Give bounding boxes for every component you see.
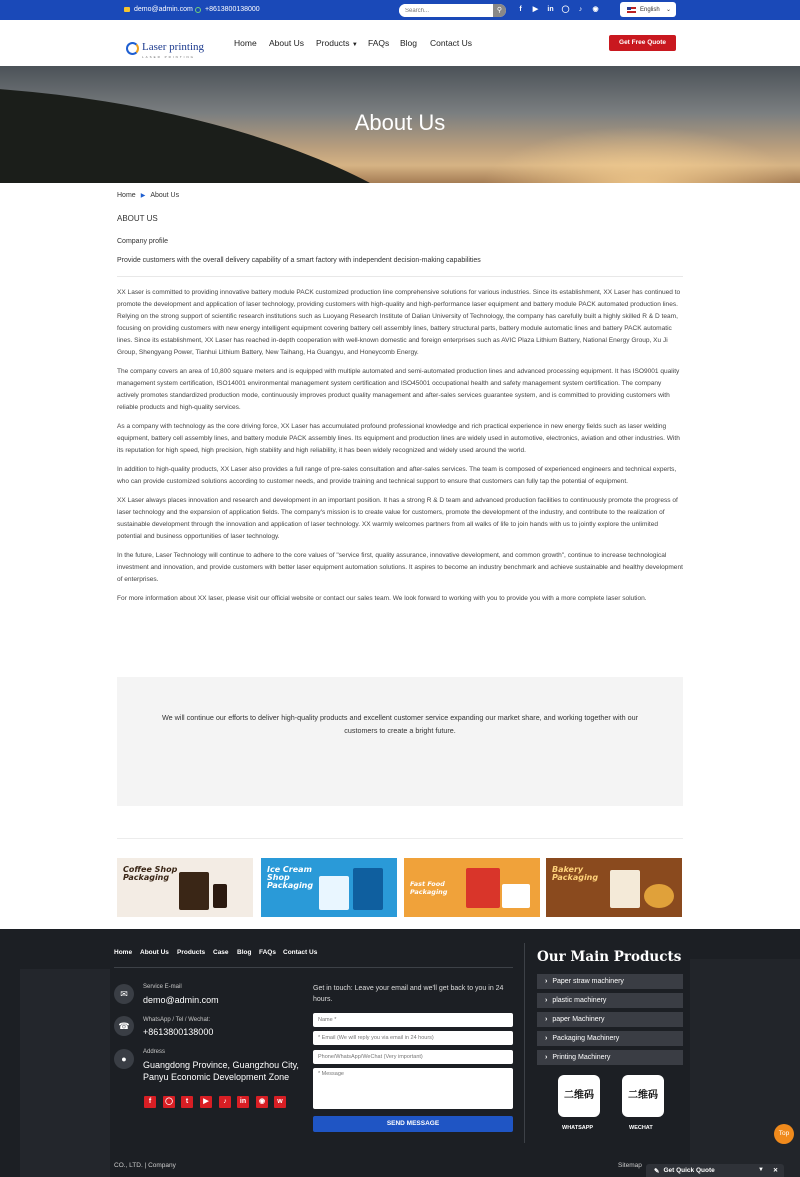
topbar-phone[interactable]: +8613800138000 — [195, 6, 260, 13]
product-link[interactable]: › Paper straw machinery — [537, 974, 683, 989]
banner-text: Bakery Packaging — [552, 865, 599, 882]
main-header — [0, 20, 800, 66]
chevron-right-icon: › — [545, 1016, 548, 1023]
message-field[interactable] — [313, 1068, 513, 1109]
location-pin-icon: ● — [114, 1049, 134, 1069]
breadcrumb-home[interactable]: Home — [117, 192, 136, 199]
twitter-icon[interactable]: t — [181, 1096, 193, 1108]
chevron-right-icon: › — [545, 997, 548, 1004]
about-paragraph: XX Laser is committed to providing innovative battery module PACK customized production line comprehensive solutions for various industries. Since its establishment, XX Laser has continued to promote the development and application of laser technology, providing customers with high-quality and high-performance laser equipment and battery module PACK automated production lines. Relying on the strong support of scientific research institutions such as Luoyang Research Institute of Dalian University of Technology, the company has carefully built a highly skilled R & D team, focusing on providing customers with new energy intelligent equipment covering battery cell assembly lines, battery structural parts, battery module automatic lines and battery PACK automatic lines. Since its establishment, XX Laser has reached in-depth cooperation with well-known domestic and foreign enterprises such as AVIC Plaza Lithium Battery, National Energy Group, Xu Ji Group, Shengyang Power, Tianhui Lithium Battery, New Taihang, Ha Guangyu, and Honeycomb Energy. — [117, 289, 681, 356]
banner-product-image — [610, 870, 640, 908]
search-icon[interactable]: ⚲ — [493, 4, 506, 17]
divider — [117, 838, 683, 839]
product-link[interactable]: › paper Machinery — [537, 1012, 683, 1027]
footer-nav-home[interactable]: Home — [114, 949, 133, 956]
weibo-icon[interactable]: w — [274, 1096, 286, 1108]
chevron-right-icon: › — [545, 1054, 548, 1061]
banner-text: Fast Food Packaging — [410, 880, 448, 896]
product-link[interactable]: › plastic machinery — [537, 993, 683, 1008]
closing-statement-box — [117, 677, 683, 806]
nav-contact-us[interactable]: Contact Us — [430, 38, 473, 48]
chevron-down-icon: ⌄ — [665, 7, 671, 13]
product-link[interactable]: › Packaging Machinery — [537, 1031, 683, 1046]
nav-blog[interactable]: Blog — [400, 38, 418, 48]
about-body — [117, 287, 683, 612]
nav-home[interactable]: Home — [234, 38, 257, 48]
fast-food-packaging-banner[interactable] — [404, 858, 540, 917]
about-paragraph: XX Laser always places innovation and research and development in an important position. It has a strong R & D team and advanced production facilities to continuously promote the progress of laser technology and the expansion of application fields. The company's mission is to create value for customers, promote the development of the industry, and contribute to the realization of sustainable development through the innovation and application of laser technology. XX warmly welcomes partners from all walks of life to join hands with us to jointly explore the unlimited potential and business opportunities of laser technology. — [117, 497, 678, 540]
instagram-icon[interactable]: ◯ — [163, 1096, 175, 1108]
quick-quote-label: Get Quick Quote — [663, 1167, 715, 1174]
topbar-email[interactable]: demo@admin.com — [124, 6, 193, 13]
wechat-icon[interactable]: ◉ — [256, 1096, 268, 1108]
footer-bg-container — [690, 959, 800, 1177]
copyright: CO., LTD. | Company — [114, 1162, 176, 1169]
breadcrumb-current: About Us — [150, 192, 180, 199]
address-line-1: Guangdong Province, Guangzhou City, — [143, 1060, 299, 1070]
whatsapp-qr-code: 二维码 — [558, 1075, 600, 1117]
footer-nav-case[interactable]: Case — [213, 949, 229, 956]
mail-icon: ✉ — [114, 984, 134, 1004]
footer-nav-about-us[interactable]: About Us — [140, 949, 169, 956]
youtube-icon[interactable]: ▶ — [532, 6, 539, 13]
chat-icon: ✎ — [654, 1167, 660, 1175]
nav-about-us[interactable]: About Us — [269, 38, 304, 48]
us-flag-icon — [627, 7, 636, 13]
email-field[interactable] — [313, 1031, 513, 1045]
wechat-qr-label: WECHAT — [629, 1125, 653, 1131]
banner-product-image — [213, 884, 227, 908]
chevron-right-icon: › — [545, 978, 548, 985]
whatsapp-icon: ☎ — [114, 1016, 134, 1036]
footer-divider — [114, 967, 513, 968]
about-paragraph: In addition to high-quality products, XX Laser also provides a full range of pre-sales consultation and after-sales services. The team is composed of experienced engineers and technical experts, who can provide customized solutions according to customer needs, and provide training and technical support to ensure that customers can fully tap the potential of equipment. — [117, 466, 677, 485]
language-select[interactable]: English ⌄ — [620, 2, 676, 17]
footer-email[interactable]: demo@admin.com — [143, 995, 219, 1005]
main-products-title: Our Main Products — [537, 949, 682, 965]
nav-faqs[interactable]: FAQs — [368, 38, 390, 48]
banner-product-image — [644, 884, 674, 908]
banner-product-image — [466, 868, 500, 908]
address-line-2: Panyu Economic Development Zone — [143, 1072, 290, 1082]
ice-cream-packaging-banner[interactable] — [261, 858, 397, 917]
close-icon[interactable]: ✕ — [772, 1168, 778, 1174]
about-paragraph: As a company with technology as the core driving force, XX Laser has accumulated profound professional knowledge and rich practical experience in new energy fields such as laser welding equipment, battery cell assembly lines, and battery module PACK assembly lines. Its equipment and production lines are widely used in automotive, electronics, aviation and other industries. With its reputation for high speed, high precision, high stability and high reliability, it has been widely recognized and widely used around the world. — [117, 423, 680, 454]
footer-bg-container — [20, 969, 110, 1177]
section-heading: ABOUT US — [117, 214, 158, 223]
about-paragraph: The company covers an area of 10,800 square meters and is equipped with multiple automated and semi-automated production lines and advanced processing equipment. It has ISO9001 quality management system certification, ISO14001 environmental management system certification and ISO45001 occupational health and safety management system certification. The company actively promotes standardized production mode, continuously improves product quality management and after-sales services guarantee system, and is committed to providing customers with reliable products and high-quality services. — [117, 368, 680, 411]
phone-field[interactable] — [313, 1050, 513, 1064]
footer-nav-contact-us[interactable]: Contact Us — [283, 949, 318, 956]
facebook-icon[interactable]: f — [519, 6, 522, 13]
chevron-right-icon: › — [545, 1035, 548, 1042]
contact-form-intro: Get in touch: Leave your email and we'll get back to you in 24 hours. — [313, 985, 504, 1003]
footer-nav-products[interactable]: Products — [177, 949, 206, 956]
footer-nav-blog[interactable]: Blog — [237, 949, 252, 956]
instagram-icon[interactable]: ◯ — [561, 6, 570, 13]
banner-product-image — [502, 884, 530, 908]
linkedin-icon[interactable]: in — [237, 1096, 249, 1108]
facebook-icon[interactable]: f — [144, 1096, 156, 1108]
divider — [117, 276, 683, 277]
quick-quote-bar[interactable] — [646, 1164, 784, 1177]
logo-mark-icon — [126, 42, 139, 55]
about-paragraph: In the future, Laser Technology will continue to adhere to the core values of "service first, quality assurance, innovative development, and common growth", continue to increase technological investment and innovation, and provide customers with better laser equipment automation solutions. It aspires to become an industry benchmark and achieve sustainable and healthy development of enterprises. — [117, 552, 683, 583]
coffee-packaging-banner[interactable] — [117, 858, 253, 917]
collapse-icon[interactable]: ▼ — [758, 1167, 764, 1173]
about-paragraph: For more information about XX laser, please visit our official website or contact our sales team. We look forward to working with you to provide you with a more complete laser solution. — [117, 595, 647, 602]
nav-products[interactable]: Products ▼ — [316, 38, 358, 48]
product-link[interactable]: › Printing Machinery — [537, 1050, 683, 1065]
back-to-top-button[interactable]: Top — [774, 1124, 794, 1144]
wechat-icon[interactable]: ◉ — [592, 6, 599, 13]
footer-phone[interactable]: +8613800138000 — [143, 1027, 214, 1037]
banner-product-image — [179, 872, 209, 910]
company-profile-label: Company profile — [117, 238, 168, 245]
search-input[interactable] — [399, 4, 493, 17]
linkedin-icon[interactable]: in — [547, 6, 554, 13]
search-box — [399, 4, 506, 17]
caret-down-icon: ▼ — [351, 42, 358, 48]
sitemap-link[interactable]: Sitemap — [618, 1162, 642, 1169]
tiktok-icon[interactable]: ♪ — [578, 6, 583, 13]
company-tagline: Provide customers with the overall delivery capability of a smart factory with independent decision-making capabilities — [117, 257, 481, 264]
youtube-icon[interactable]: ▶ — [200, 1096, 212, 1108]
top-bar — [0, 0, 800, 20]
whatsapp-qr-label: WHATSAPP — [562, 1125, 594, 1131]
banner-text: Ice Cream Shop Packaging — [267, 865, 314, 890]
banner-text: Coffee Shop Packaging — [123, 865, 178, 882]
phone-label: WhatsApp / Tel / Wechat: — [143, 1017, 211, 1023]
site-logo[interactable]: Laser printing LASER PRINTING — [126, 37, 204, 59]
send-message-button[interactable]: SEND MESSAGE — [313, 1116, 513, 1132]
name-field[interactable] — [313, 1013, 513, 1027]
hero-title: About Us — [354, 110, 446, 135]
banner-product-image — [353, 868, 383, 910]
footer-nav-faqs[interactable]: FAQs — [259, 949, 276, 956]
footer-divider — [524, 943, 525, 1143]
tiktok-icon[interactable]: ♪ — [219, 1096, 231, 1108]
site-footer — [0, 929, 800, 1177]
email-icon — [124, 7, 130, 12]
service-email-label: Service E-mail — [143, 984, 182, 990]
address-label: Address — [143, 1049, 166, 1055]
banner-product-image — [319, 876, 349, 910]
breadcrumb — [117, 192, 179, 199]
hero-banner — [0, 66, 800, 183]
get-free-quote-button[interactable]: Get Free Quote — [609, 35, 676, 51]
closing-statement: We will continue our efforts to deliver high-quality products and excellent customer service expanding our market share, and working together with our customers to create a bright future. — [162, 713, 638, 735]
breadcrumb-arrow-icon: ▶ — [140, 193, 146, 199]
bakery-packaging-banner[interactable] — [546, 858, 682, 917]
wechat-qr-code: 二维码 — [622, 1075, 664, 1117]
whatsapp-icon — [195, 7, 201, 13]
